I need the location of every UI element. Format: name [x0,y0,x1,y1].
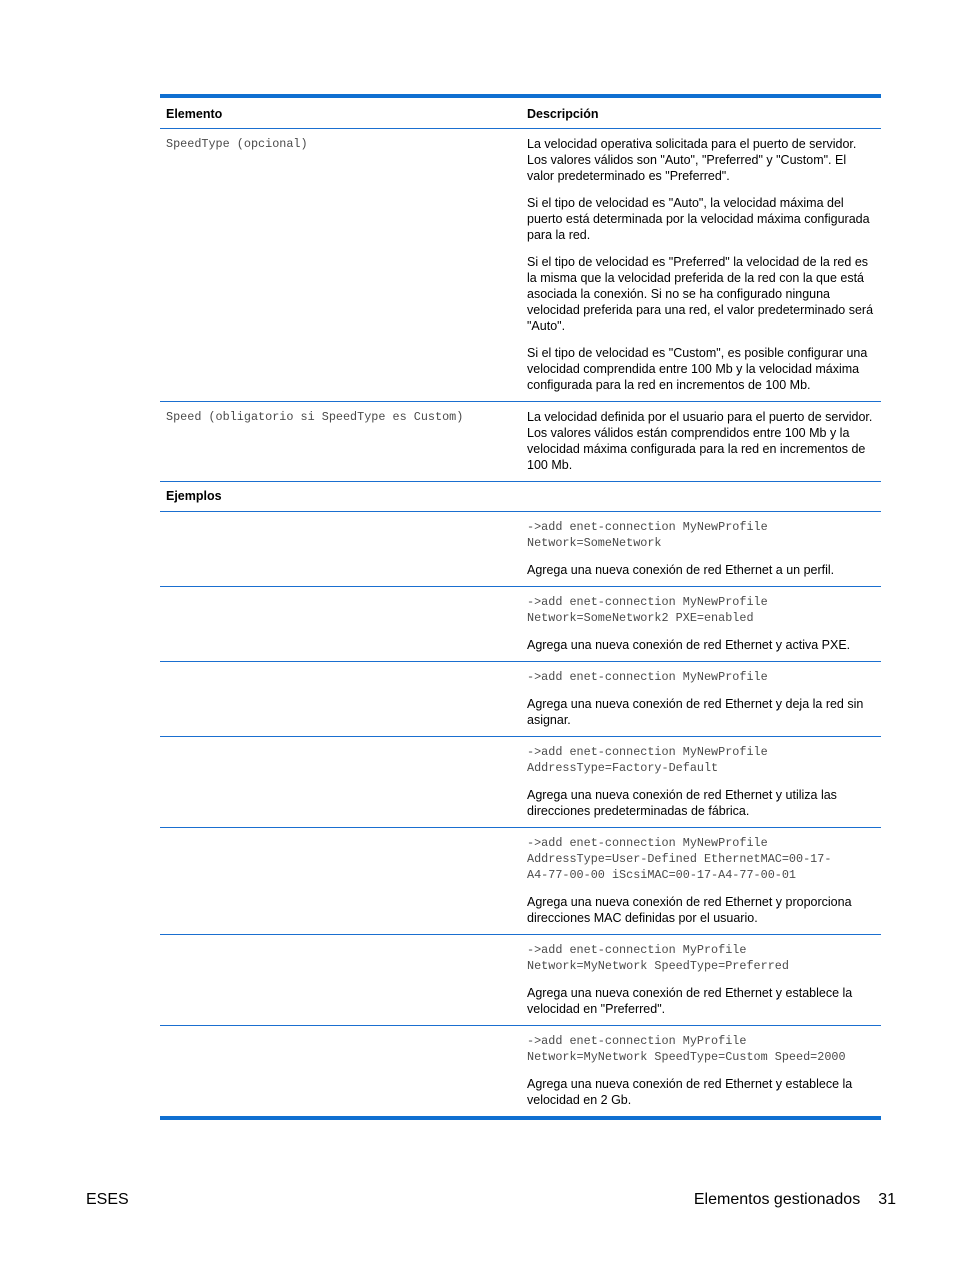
footer-locale: ESES [86,1191,129,1208]
example-row [160,512,881,587]
examples-label: Ejemplos [166,489,222,503]
reference-table [160,94,881,1120]
description-paragraph: Si el tipo de velocidad es "Auto", la velocidad máxima del puerto está determinada por la velocidad máxima configurada para la red. [527,196,870,242]
description-paragraph: La velocidad definida por el usuario para el puerto de servidor. Los valores válidos están comprendidos entre 100 Mb y la velocidad máxima configurada para la red en incrementos de 100 Mb. [527,410,873,472]
examples-header-row [160,482,881,512]
description-paragraph: Si el tipo de velocidad es "Preferred" la velocidad de la red es la misma que la velocidad preferida de la red con la que está asociada la conexión. Si no se ha configurado ninguna velocidad preferida para una red, el valor predeterminado será "Auto". [527,255,874,333]
example-command: ->add enet-connection MyNewProfile Network=SomeNetwork [527,520,768,550]
table-header-row [160,98,881,129]
example-description: Agrega una nueva conexión de red Ethernet y establece la velocidad en 2 Gb. [527,1077,853,1107]
table-row-speedtype [160,129,881,402]
example-row [160,662,881,737]
element-name: SpeedType (opcional) [166,137,308,151]
description-paragraph: Si el tipo de velocidad es "Custom", es posible configurar una velocidad comprendida entre 100 Mb y la velocidad máxima configurada para la red en incrementos de 100 Mb. [527,346,868,392]
example-row [160,935,881,1026]
table-row-speed [160,402,881,482]
example-command: ->add enet-connection MyNewProfile [527,670,768,684]
example-description: Agrega una nueva conexión de red Ethernet y utiliza las direcciones predeterminadas de fábrica. [527,788,837,818]
example-description: Agrega una nueva conexión de red Ethernet y proporciona direcciones MAC definidas por el usuario. [527,895,852,925]
example-row [160,1026,881,1116]
footer-section-title: Elementos gestionados [693,1191,861,1208]
footer-page-info [694,1191,896,1209]
example-row [160,737,881,828]
example-description: Agrega una nueva conexión de red Ethernet y establece la velocidad en "Preferred". [527,986,853,1016]
example-description: Agrega una nueva conexión de red Ethernet y activa PXE. [527,638,851,652]
example-row [160,828,881,935]
description-paragraph: La velocidad operativa solicitada para el puerto de servidor. Los valores válidos son "Auto", "Preferred" y "Custom". El valor predeterminado es "Preferred". [527,137,857,183]
example-command: ->add enet-connection MyNewProfile AddressType=User-Defined EthernetMAC=00-17- A4-77-00-00 iScsiMAC=00-17-A4-77-00-01 [527,836,832,882]
example-description: Agrega una nueva conexión de red Ethernet y deja la red sin asignar. [527,697,864,727]
example-command: ->add enet-connection MyNewProfile AddressType=Factory-Default [527,745,768,775]
header-description: Descripción [527,107,599,121]
example-row [160,587,881,662]
example-command: ->add enet-connection MyProfile Network=MyNetwork SpeedType=Preferred [527,943,789,973]
example-command: ->add enet-connection MyProfile Network=MyNetwork SpeedType=Custom Speed=2000 [527,1034,846,1064]
example-command: ->add enet-connection MyNewProfile Network=SomeNetwork2 PXE=enabled [527,595,768,625]
example-description: Agrega una nueva conexión de red Ethernet a un perfil. [527,563,835,577]
header-element: Elemento [166,107,223,121]
page-number: 31 [878,1191,896,1208]
element-name: Speed (obligatorio si SpeedType es Custom) [166,410,464,424]
